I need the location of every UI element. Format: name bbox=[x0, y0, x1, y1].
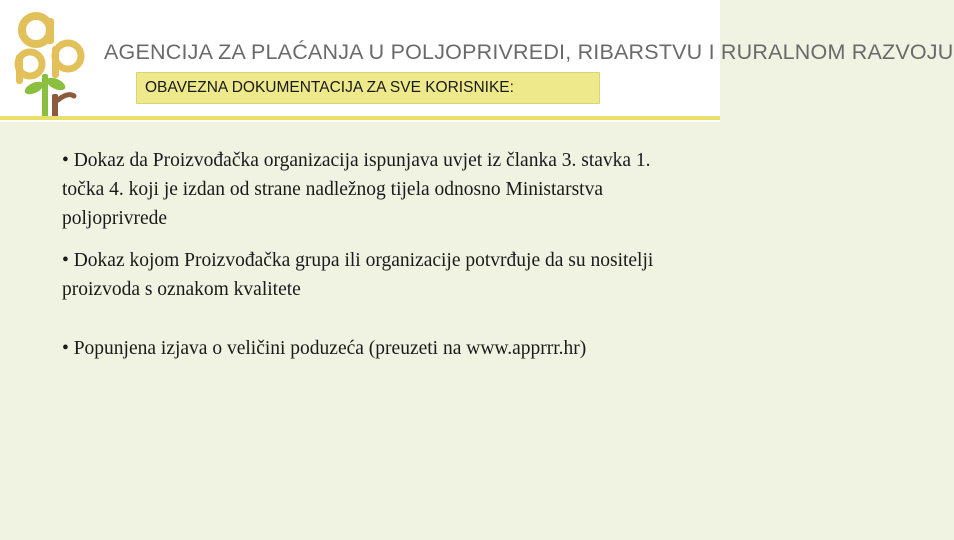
section-title-box bbox=[136, 72, 600, 104]
agency-title: AGENCIJA ZA PLAĆANJA U POLJOPRIVREDI, RIBARSTVU I RURALNOM RAZVOJU bbox=[104, 40, 954, 64]
header-bar bbox=[0, 0, 954, 122]
list-item bbox=[62, 334, 662, 363]
bullet-icon: • bbox=[62, 338, 69, 359]
list-item bbox=[62, 246, 662, 304]
bullet-icon: • bbox=[62, 150, 69, 171]
header-divider bbox=[0, 116, 720, 120]
list-item-text: Dokaz kojom Proizvođačka grupa ili organizacije potvrđuje da su nositelji proizvoda s oznakom kvalitete bbox=[62, 250, 654, 300]
bullet-icon: • bbox=[62, 250, 69, 271]
list-item bbox=[62, 146, 662, 233]
apprrr-logo-icon bbox=[8, 8, 94, 120]
list-item-text: Dokaz da Proizvođačka organizacija ispunjava uvjet iz članka 3. stavka 1. točka 4. koji je izdan od strane nadležnog tijela odnosno Ministarstva poljoprivrede bbox=[62, 150, 651, 229]
section-title: OBAVEZNA DOKUMENTACIJA ZA SVE KORISNIKE: bbox=[145, 79, 514, 96]
list-item-text: Popunjena izjava o veličini poduzeća (preuzeti na www.apprrr.hr) bbox=[68, 338, 587, 359]
